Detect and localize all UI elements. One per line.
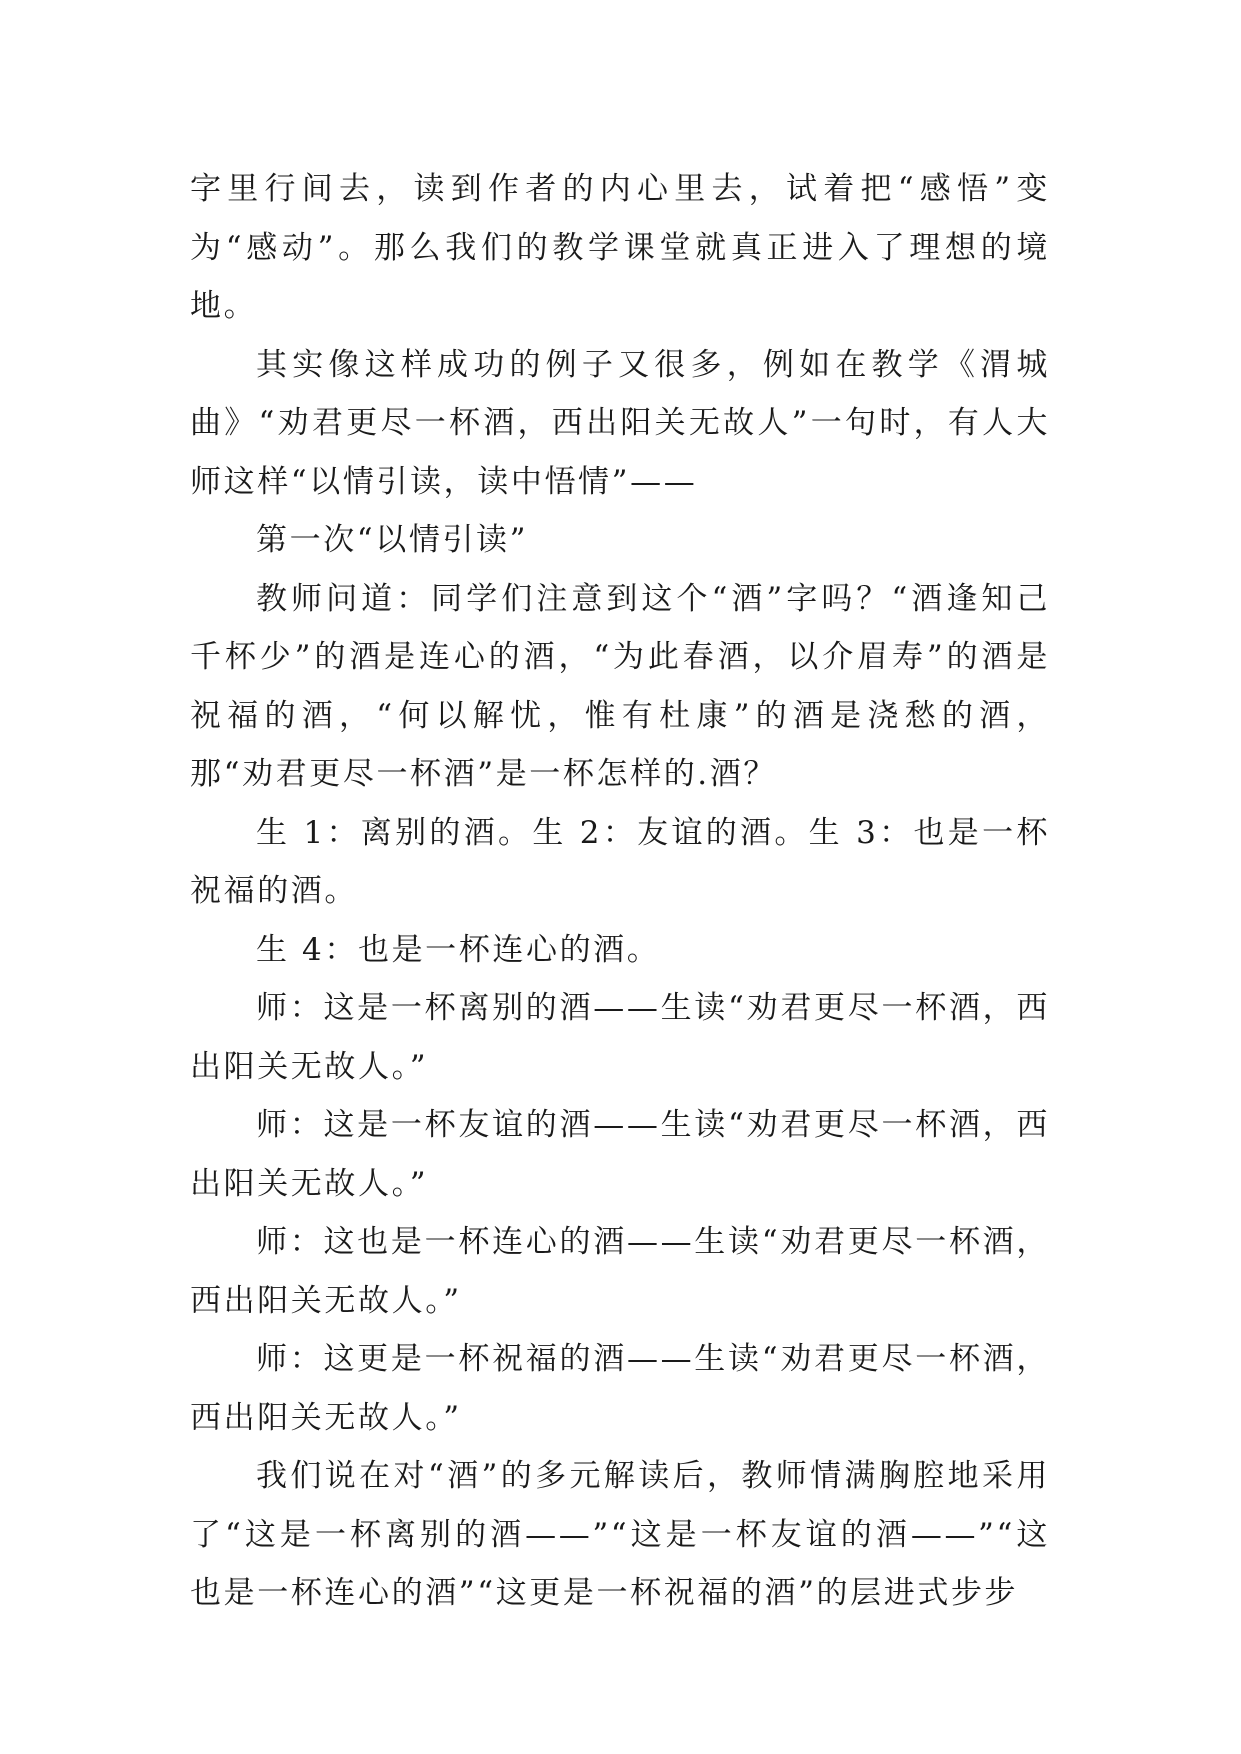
paragraph-4: 教师问道：同学们注意到这个“酒”字吗？“酒逢知己千杯少”的酒是连心的酒，“为此春酒，以介眉寿”的酒是祝福的酒，“何以解忧，惟有杜康”的酒是浇愁的酒，那“劝君更尽一杯酒”是一杯怎样的.酒？ <box>190 580 1050 792</box>
paragraph-1: 字里行间去，读到作者的内心里去，试着把“感悟”变为“感动”。那么我们的教学课堂就真正进入了理想的境地。 <box>190 171 1050 324</box>
paragraph-9: 师：这也是一杯连心的酒——生读“劝君更尽一杯酒，西出阳关无故人。” <box>190 1224 1050 1319</box>
document-page <box>190 160 1050 1623</box>
paragraph-5: 生 1：离别的酒。生 2：友谊的酒。生 3：也是一杯祝福的酒。 <box>190 814 1050 909</box>
paragraph-8: 师：这是一杯友谊的酒——生读“劝君更尽一杯酒，西出阳关无故人。” <box>190 1107 1050 1202</box>
paragraph-10: 师：这更是一杯祝福的酒——生读“劝君更尽一杯酒，西出阳关无故人。” <box>190 1341 1050 1436</box>
paragraph-6: 生 4：也是一杯连心的酒。 <box>256 931 661 968</box>
paragraph-3: 第一次“以情引读” <box>256 522 529 558</box>
paragraph-2: 其实像这样成功的例子又很多，例如在教学《渭城曲》“劝君更尽一杯酒，西出阳关无故人”一句时，有人大师这样“以情引读，读中悟情”—— <box>190 346 1050 500</box>
paragraph-11: 我们说在对“酒”的多元解读后，教师情满胸腔地采用了“这是一杯离别的酒——”“这是一杯友谊的酒——”“这也是一杯连心的酒”“这更是一杯祝福的酒”的层进式步步 <box>190 1458 1050 1611</box>
paragraph-7: 师：这是一杯离别的酒——生读“劝君更尽一杯酒，西出阳关无故人。” <box>190 990 1050 1085</box>
